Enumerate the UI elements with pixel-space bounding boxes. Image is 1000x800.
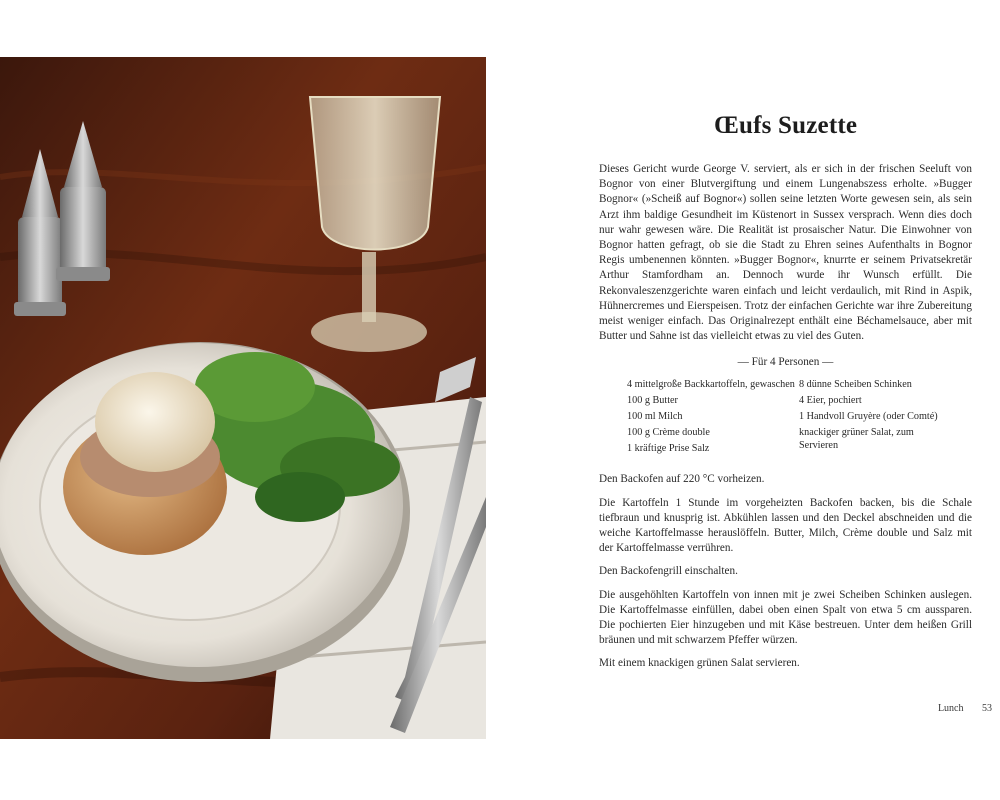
- method-step: Den Backofen auf 220 °C vorheizen.: [599, 473, 765, 486]
- food-photo: [0, 57, 486, 739]
- ingredient-item: 1 kräftige Prise Salz: [627, 443, 710, 455]
- method-step: Die Kartoffeln 1 Stunde im vorgeheizten Backofen backen, bis die Schale tiefbraun und knusprig ist. Abkühlen lassen und den Deckel abschneiden und die weiche Kartoffelmasse herauslöffeln. Butter, Milch, Crème double und Salz mit der Kartoffelmasse verrühren.: [599, 496, 972, 555]
- ingredient-item: 100 ml Milch: [627, 411, 683, 423]
- method-step: Mit einem knackigen grünen Salat servieren.: [599, 657, 800, 670]
- ingredient-item: 100 g Crème double: [627, 427, 710, 439]
- ingredient-item: 1 Handvoll Gruyère (oder Comté): [799, 411, 938, 423]
- ingredient-item: 4 mittelgroße Backkartoffeln, gewaschen: [627, 379, 795, 391]
- ingredient-item: knackiger grüner Salat, zum Servieren: [799, 427, 914, 452]
- servings-line: — Für 4 Personen —: [737, 356, 834, 369]
- ingredient-item: 100 g Butter: [627, 395, 678, 407]
- ingredients-left-column: [627, 378, 799, 458]
- ingredient-item: 4 Eier, pochiert: [799, 395, 862, 407]
- recipe-text: [599, 100, 972, 680]
- page-number: 53: [982, 703, 992, 714]
- ingredient-item: 8 dünne Scheiben Schinken: [799, 379, 912, 391]
- ingredients-right-column: [799, 378, 949, 458]
- method-step: Den Backofengrill einschalten.: [599, 565, 738, 578]
- method-steps: [599, 472, 972, 671]
- section-label: Lunch: [937, 703, 964, 714]
- recipe-intro: Dieses Gericht wurde George V. serviert, als er sich in der frischen Seeluft von Bognor von einer Blutvergiftung und einem Lungenabszess erholte. »Bugger Bognor« (»Scheiß auf Bognor«) sollen seine letzten Worte gewesen sein, als sein Arzt ihm baldige Gesundheit im Küstenort in Sussex versprach. Wenn dies doch nur wahr gewesen wäre. Die Realität ist prosaischer Natur. Die Einwohner von Bognor hatten gefragt, ob sie die Stadt zu Ehren seines Aufenthalts in Bognor Regis umbenennen könnten. »Bugger Bognor«, knurrte er seinem Privatsekretär Arthur Stamfordham an. Dennoch wurde ihr Wunsch erfüllt. Die Rekonvaleszenzgerichte waren einfach und leicht verdaulich, mit Rind in Aspik, Hühnercremes und Eierspeisen. Trotz der einfachen Gerichte war ihre Zubereitung meist weniger einfach. Das Originalrezept enthält eine Béchamelsauce, aber mit Butter und Sahne ist das vielleicht etwas zu viel des Guten.: [599, 163, 972, 343]
- ingredients-list: [599, 378, 972, 458]
- recipe-title: Œufs Suzette: [713, 112, 858, 139]
- method-step: Die ausgehöhlten Kartoffeln von innen mit je zwei Scheiben Schinken auslegen. Die Kartoffelmasse einfüllen, dabei oben einen Spalt von etwa 5 cm aussparen. Die pochierten Eier hinzugeben und mit Käse bestreuen. Unter dem heißen Grill bräunen und mit schwarzem Pfeffer würzen.: [599, 588, 972, 647]
- page-footer: [922, 703, 992, 714]
